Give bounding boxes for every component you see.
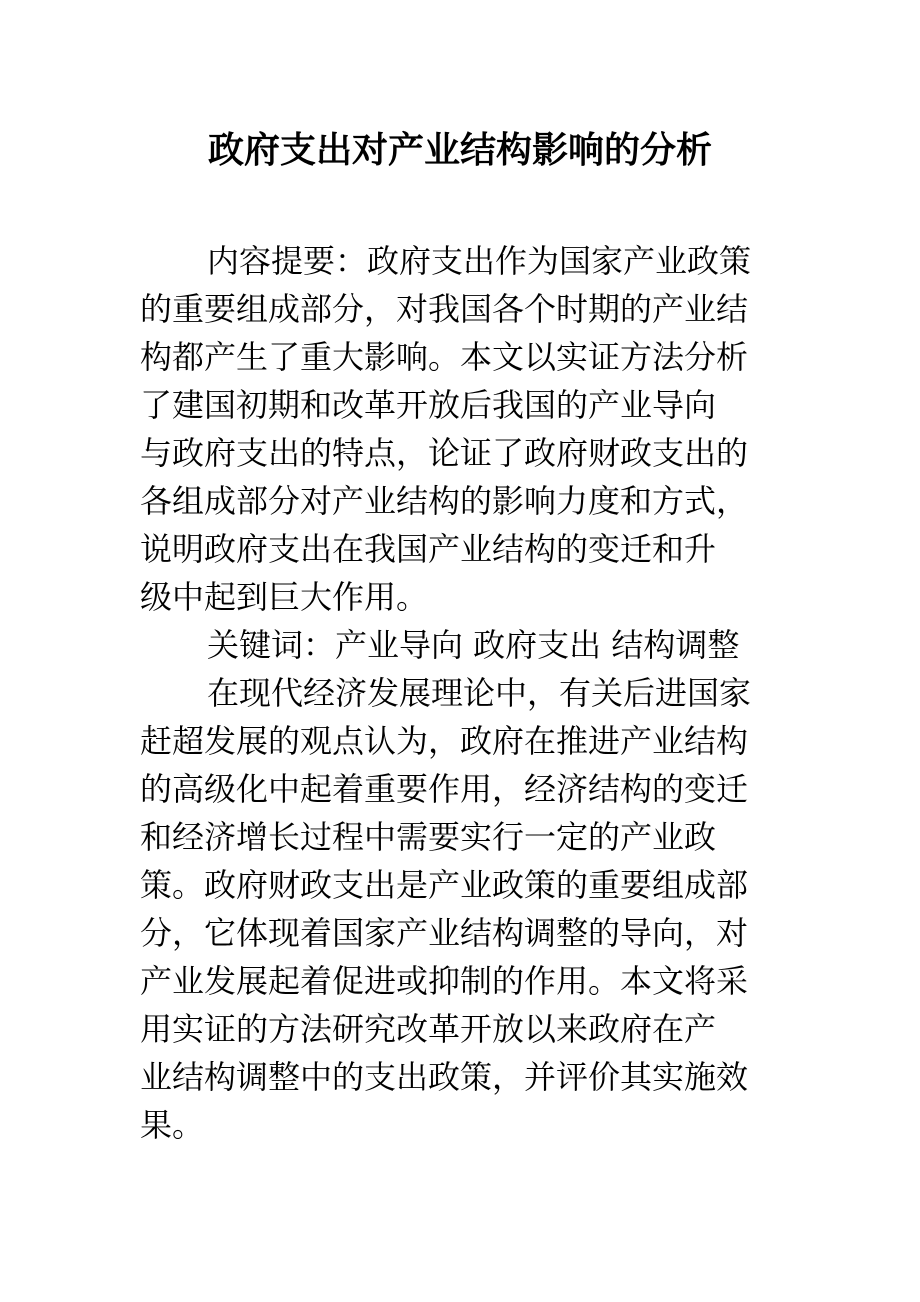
body-line: 分，它体现着国家产业结构调整的导向，对 [140,914,749,952]
body-line: 业结构调整中的支出政策，并评价其实施效 [140,1058,749,1096]
body-line: 产业发展起着促进或抑制的作用。本文将采 [140,962,749,1000]
abstract-line: 级中起到巨大作用。 [140,578,429,616]
body-line: 赶超发展的观点认为，政府在推进产业结构 [140,722,749,760]
abstract-line: 了建国初期和改革开放后我国的产业导向 [140,386,717,424]
abstract-line: 各组成部分对产业结构的影响力度和方式， [140,482,749,520]
abstract-line: 与政府支出的特点，论证了政府财政支出的 [140,434,749,472]
keywords-line: 关键词：产业导向 政府支出 结构调整 [207,626,740,664]
body-line: 用实证的方法研究改革开放以来政府在产 [140,1010,717,1048]
body-line: 和经济增长过程中需要实行一定的产业政 [140,818,717,856]
abstract-line: 说明政府支出在我国产业结构的变迁和升 [140,530,717,568]
body-line: 果。 [140,1106,205,1144]
body-line: 的高级化中起着重要作用，经济结构的变迁 [140,770,749,808]
abstract-line: 构都产生了重大影响。本文以实证方法分析 [140,338,749,376]
body-line: 在现代经济发展理论中，有关后进国家 [207,674,752,712]
abstract-line: 的重要组成部分，对我国各个时期的产业结 [140,290,749,328]
document-title: 政府支出对产业结构影响的分析 [207,129,712,171]
abstract-line: 内容提要：政府支出作为国家产业政策 [207,242,752,280]
body-line: 策。政府财政支出是产业政策的重要组成部 [140,866,749,904]
